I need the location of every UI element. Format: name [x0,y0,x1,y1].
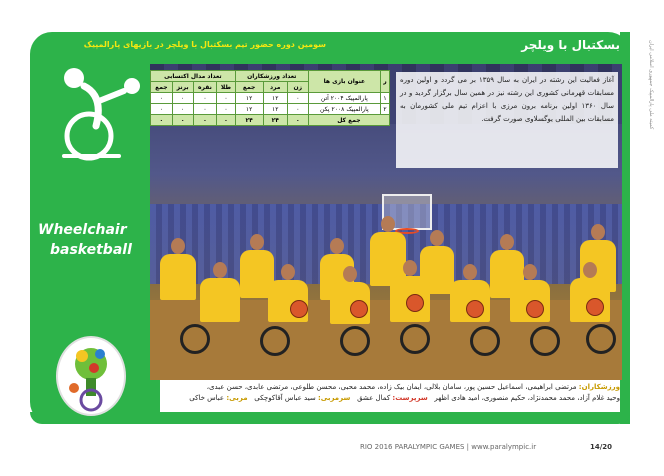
basketball [586,298,604,316]
col-athletes: تعداد ورزشکاران [235,71,308,82]
basketball [290,300,308,318]
page-number: 14/20 [590,443,613,451]
col-medals: تعداد مدال اکتسابی [151,71,236,82]
basketball [406,294,424,312]
player [160,254,196,300]
trainer-label: مربی: [226,394,248,402]
page-title: بسکتبال با ویلچر [521,38,620,52]
results-table [150,70,390,126]
table-row: ۱ پارالمپیک ۲۰۰۴ آتن ۰ ۱۲ ۱۲ ۰ ۰ ۰ ۰ [151,93,390,104]
table-total-row: جمع کل ۰ ۲۴ ۲۴ ۰ ۰ ۰ ۰ [151,115,390,126]
coach-label: سرمربی: [317,394,351,402]
basketball [466,300,484,318]
side-title-line1: Wheelchair [38,222,127,238]
intro-paragraph: آغاز فعالیت این رشته در ایران به سال ۱۳۵۹ بر می گردد و اولین دوره مسابقات قهرمانی کشوری این رشته نیز در همین سال برگزار گردید و در سال ۱۳۶۰ اولین برنامه برون مرزی با اعزام تیم ملی کشورمان به مسابقات بین المللی یوگسلاوی صورت گرفت. [396,72,618,168]
sub-gold: طلا [217,82,235,93]
head-name: کمال عشق [357,394,391,402]
sub-medal-total: جمع [151,82,173,93]
col-number: ر [380,71,389,93]
athletes-list: مرتضی ابراهیمی، اسماعیل حسین پور، سامان بلالی، ایمان بیک زاده، محمد محبی، محسن طلوعی، مرتضی عابدی، حسن عبدی، [206,383,577,391]
footer-site: RIO 2016 PARALYMPIC GAMES | www.paralympic.ir [360,443,537,451]
wheelchair-basketball-icon [44,56,144,166]
col-games: عنوان بازی ها [308,71,380,93]
head-label: سرپرست: [392,394,428,402]
team-caption [160,382,620,404]
coach-name: سید عباس آقاکوچکی [254,394,316,402]
athletes-list-2: وحید غلام آزاد، محمد محمدنژاد، حکیم منصوری، امید هادی اظهر [434,394,620,402]
sub-male: مرد [263,82,287,93]
basketball [526,300,544,318]
sub-total: جمع [235,82,263,93]
sub-silver: نقره [193,82,217,93]
basketball [350,300,368,318]
side-title-line2: basketball [50,242,132,258]
athletes-label: ورزشکاران: [578,383,620,391]
sub-bronze: برنز [172,82,193,93]
table-row: ۲ پارالمپیک ۲۰۰۸ پکن ۰ ۱۲ ۱۲ ۰ ۰ ۰ ۰ [151,104,390,115]
player [200,278,240,322]
vertical-org-text: کمیته ملی پارالمپیک جمهوری اسلامی ایران [648,40,654,130]
mascot-logo [56,336,126,416]
sub-female: زن [287,82,308,93]
page-subtitle: سومین دوره حضور تیم بسکتبال با ویلچر در بازیهای پارالمپیک [83,40,326,49]
trainer-name: عباس خاکی [189,394,225,402]
